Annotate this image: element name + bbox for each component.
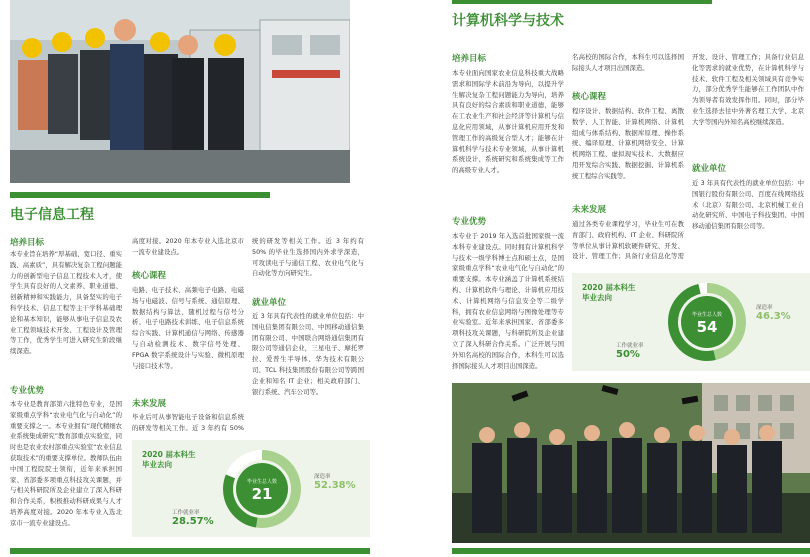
work-rate-value: 28.57%	[172, 516, 214, 527]
deep-rate-value: 46.3%	[756, 311, 791, 322]
work-rate-value: 50%	[616, 349, 640, 360]
advantage-heading: 专业优势	[10, 386, 45, 396]
stats-title: 2020 届本科生毕业去向	[142, 450, 196, 469]
graduation-photo-illustration	[452, 383, 810, 543]
goal-text: 本专业面向国家农业信息科技重大战略需求和国际学术前沿为导向，以提升学生解决复杂工程问题能力为导向，培养具有良好的综合素质和职业道德，能够在工农业生产和社会经济等计算机与信息化应用领域，从事计算机应用开发和管理工作的高级复合型人才；能够在计算机科学与技术专业领域，从事计算机系统设计、系统研究和系统集成等工作的高级专业人才。	[452, 69, 564, 175]
graduate-stats-box	[572, 273, 810, 371]
deep-rate-label: 深造率	[314, 474, 331, 480]
future-text: 毕业后可从事智能电子设备和信息系统的研发等相关工作。近 3 年约有 50%	[132, 413, 244, 432]
left-title-bar	[10, 192, 270, 198]
total-graduates-value: 21	[251, 485, 273, 503]
core-text: 程序设计、数据结构、软件工程、离散数学、人工智能、计算机网络、计算机组成与体系结构、数据库原理、操作系统、编译原理、计算机网络安全、计算机网络工程、虚拟现实技术、大数据应用开发综合实践、数据挖掘、计算机系统工程综合实践等。	[572, 107, 684, 180]
deep-rate-label: 深造率	[756, 305, 773, 311]
advantage-text-continued: 名高校的国际合作，本科生可以选择国际接头人才项目出国深造。	[572, 53, 684, 72]
advantage-heading: 专业优势	[452, 217, 487, 227]
employ-text: 近 3 年具有代表性的就业单位包括：中国银行股份有限公司、百度在线网络技术（北京）有限公司、北京机械工业自动化研究所、中国电子科技集团、中国移动通信集团有限公司等。	[692, 179, 804, 231]
work-rate-label: 工作就业率	[172, 510, 200, 516]
employ-text: 近 3 年具有代表性的就业单位包括：中国电信集团有限公司、中国移动通信集团有限公司、中国联合网络通信集团有限公司等通信企业，三星电子、摩托罗拉、爱普生半导体、华为技术有限公司、TCL 科技集团股份有限公司等跨国企业和知名 IT 企业；相关政府部门、银行系统、汽车公司等。	[252, 312, 364, 396]
future-heading: 未来发展	[572, 205, 607, 215]
core-heading: 核心课程	[572, 92, 607, 102]
left-bottom-bar	[10, 548, 370, 554]
goal-heading: 培养目标	[452, 54, 487, 64]
employ-heading: 就业单位	[692, 164, 727, 174]
graduate-donut-chart	[217, 444, 307, 534]
graduate-donut-chart	[662, 277, 752, 367]
stats-title: 2020 届本科生毕业去向	[582, 283, 636, 302]
goal-text: 本专业旨在培养“厚基础、宽口径、重实践、高素质”，具有解决复杂工程问题能力的创新型电子信息工程技术人才，使学生具有良好的人文素养、职业道德、创新精神和实践能力，具备坚实的电子科学技术、信息工程等主干学科基础理论和基本知识，能够从事电子信息及农业工程领域技术开发、工程设计及管理等工作，优秀学生可进入研究生阶段继续深造。	[10, 250, 122, 356]
future-heading: 未来发展	[132, 399, 167, 409]
graduation-photo	[452, 383, 810, 543]
advantage-text: 本专业于 2019 年入选首批国家级一流本科专业建设点。同时拥有计算机科学与技术一级学科博士点和硕士点，是国家级重点学科“农业电气化与自动化”的重要支撑。本专业涵盖了计算机系统结构、计算机软件与理论、计算机应用技术、计算机网络与信息安全等二级学科，拥有农业信息网络与图像处理等专业实验室。近年来承担国家、省部委多项科技攻关课题，与科研院所及企业建立了深入科研合作关系。广泛开展与国外知名高校的国际合作，本科生可以选择国际接头人才项目出国深造。	[452, 232, 564, 370]
future-text: 通过各类专业课程学习，毕业生可在教育部门、政府机构、IT 企业、科研院所等单位从事计算机软硬件研究、开发、设计、管理工作；具备行业信息化等需	[572, 220, 684, 261]
page-gutter	[380, 0, 440, 557]
total-graduates-label: 毕业生总人数	[691, 312, 723, 318]
deep-rate-value: 52.38%	[314, 480, 356, 491]
employ-heading: 就业单位	[252, 298, 287, 308]
future-text-continued: 开发、设计、管理工作；具备行业信息化等需求的就业优势，在计算机科学与技术、软件工程及相关领域具有竞争实力，部分优秀学生能够在工作团队中作为领导者有效发挥作用。同时，部分毕业生选择去往中外著名理工大学、北京大学等国内外知名高校继续深造。	[692, 53, 804, 126]
lab-students-photo	[10, 0, 350, 183]
right-bottom-bar	[452, 548, 810, 554]
left-page	[0, 0, 380, 557]
total-graduates-label: 毕业生总人数	[246, 479, 278, 485]
future-text-continued: 统的研发等相关工作。近 3 年约有 50% 的毕业生选择国内外求学深造，可攻读电子与通信工程、农业电气化与自动化等方向研究生。	[252, 237, 364, 278]
core-text: 电路、电子技术、高频电子电路、电磁场与电磁波、信号与系统、通信原理、数据结构与算法、随机过程与信号分析、电子电路技术训练、电子信息系统综合实践、计算机通信与网络、传感器与自动检测技术、数字信号处理、FPGA 数字系统设计与实验、微机原理与接口技术等。	[132, 286, 244, 370]
right-title-bar	[452, 0, 712, 4]
goal-heading: 培养目标	[10, 238, 45, 248]
core-heading: 核心课程	[132, 271, 167, 281]
major-title: 电子信息工程	[10, 207, 94, 223]
advantage-text: 本专业是教育部第六批特色专业，是国家级重点学科“农业电气化与自动化”的重要支撑之一。本专业拥有“现代精细农业系统集成研究”教育部重点实验室，同时也是农业农村部重点实验室“农业信息获取技术”的重要支撑单位。教师队伍由中国工程院院士领衔，近年来承担国家、省部委多项重点科技攻关课题，并与相关科研院所及企业建立了深入科研和合作关系，积极推动科研成果与人才培养高度对接。2020 年本专业入选北京市一流专业建设点。	[10, 400, 122, 527]
right-page	[440, 0, 810, 557]
total-graduates-value: 54	[696, 318, 718, 336]
major-title: 计算机科学与技术	[452, 13, 564, 29]
work-rate-label: 工作就业率	[616, 343, 644, 349]
graduate-stats-box	[132, 440, 370, 537]
advantage-text-continued: 高度对接。2020 年本专业入选北京市一流专业建设点。	[132, 237, 244, 256]
lab-photo-illustration	[10, 0, 350, 183]
